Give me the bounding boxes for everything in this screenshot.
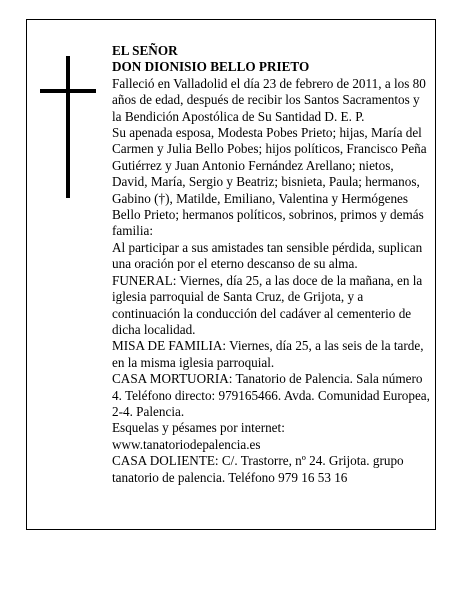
obituary-frame [26, 19, 436, 530]
deceased-name: DON DIONISIO BELLO PRIETO [112, 59, 310, 75]
online-condolences: Esquelas y pésames por internet: www.tanatoriodepalencia.es [112, 420, 285, 452]
family-list: Su apenada esposa, Modesta Pobes Prieto; hijas, María del Carmen y Julia Bello Pobes; hijos políticos, Francisco Peña Gutiérrez y Juan Antonio Fernández Arellano; nietos, David, María, Sergio y Beatriz; bisnieta, Paula; hermanos, Gabino (†), Matilde, Emiliano, Valentina y Hermógenes Bello Prieto; hermanos políticos, sobrinos, primos y demás familia: [112, 125, 427, 239]
cross-vertical-bar [66, 56, 70, 198]
funeral-info: FUNERAL: Viernes, día 25, a las doce de la mañana, en la iglesia parroquial de Santa Cruz, de Grijota, y a continuación la conducción del cadáver al cementerio de dicha localidad. [112, 272, 423, 337]
obituary-text [112, 43, 432, 486]
family-mass-info: MISA DE FAMILIA: Viernes, día 25, a las seis de la tarde, en la misma iglesia parroquial. [112, 338, 424, 370]
obituary-title: EL SEÑOR [112, 43, 178, 58]
cross-horizontal-bar [40, 89, 96, 93]
family-home-info: CASA DOLIENTE: C/. Trastorre, nº 24. Grijota. grupo tanatorio de palencia. Teléfono 979 16 53 16 [112, 453, 404, 485]
death-announcement: Falleció en Valladolid el día 23 de febrero de 2011, a los 80 años de edad, después de recibir los Santos Sacramentos y la Bendición Apostólica de Su Santidad D. E. P. [112, 75, 426, 124]
funeral-home-info: CASA MORTUORIA: Tanatorio de Palencia. Sala número 4. Teléfono directo: 979165466. Avda. Comunidad Europea, 2-4. Palencia. [112, 371, 430, 419]
prayer-request: Al participar a sus amistades tan sensible pérdida, suplican una oración por el eterno descanso de su alma. [112, 239, 423, 272]
